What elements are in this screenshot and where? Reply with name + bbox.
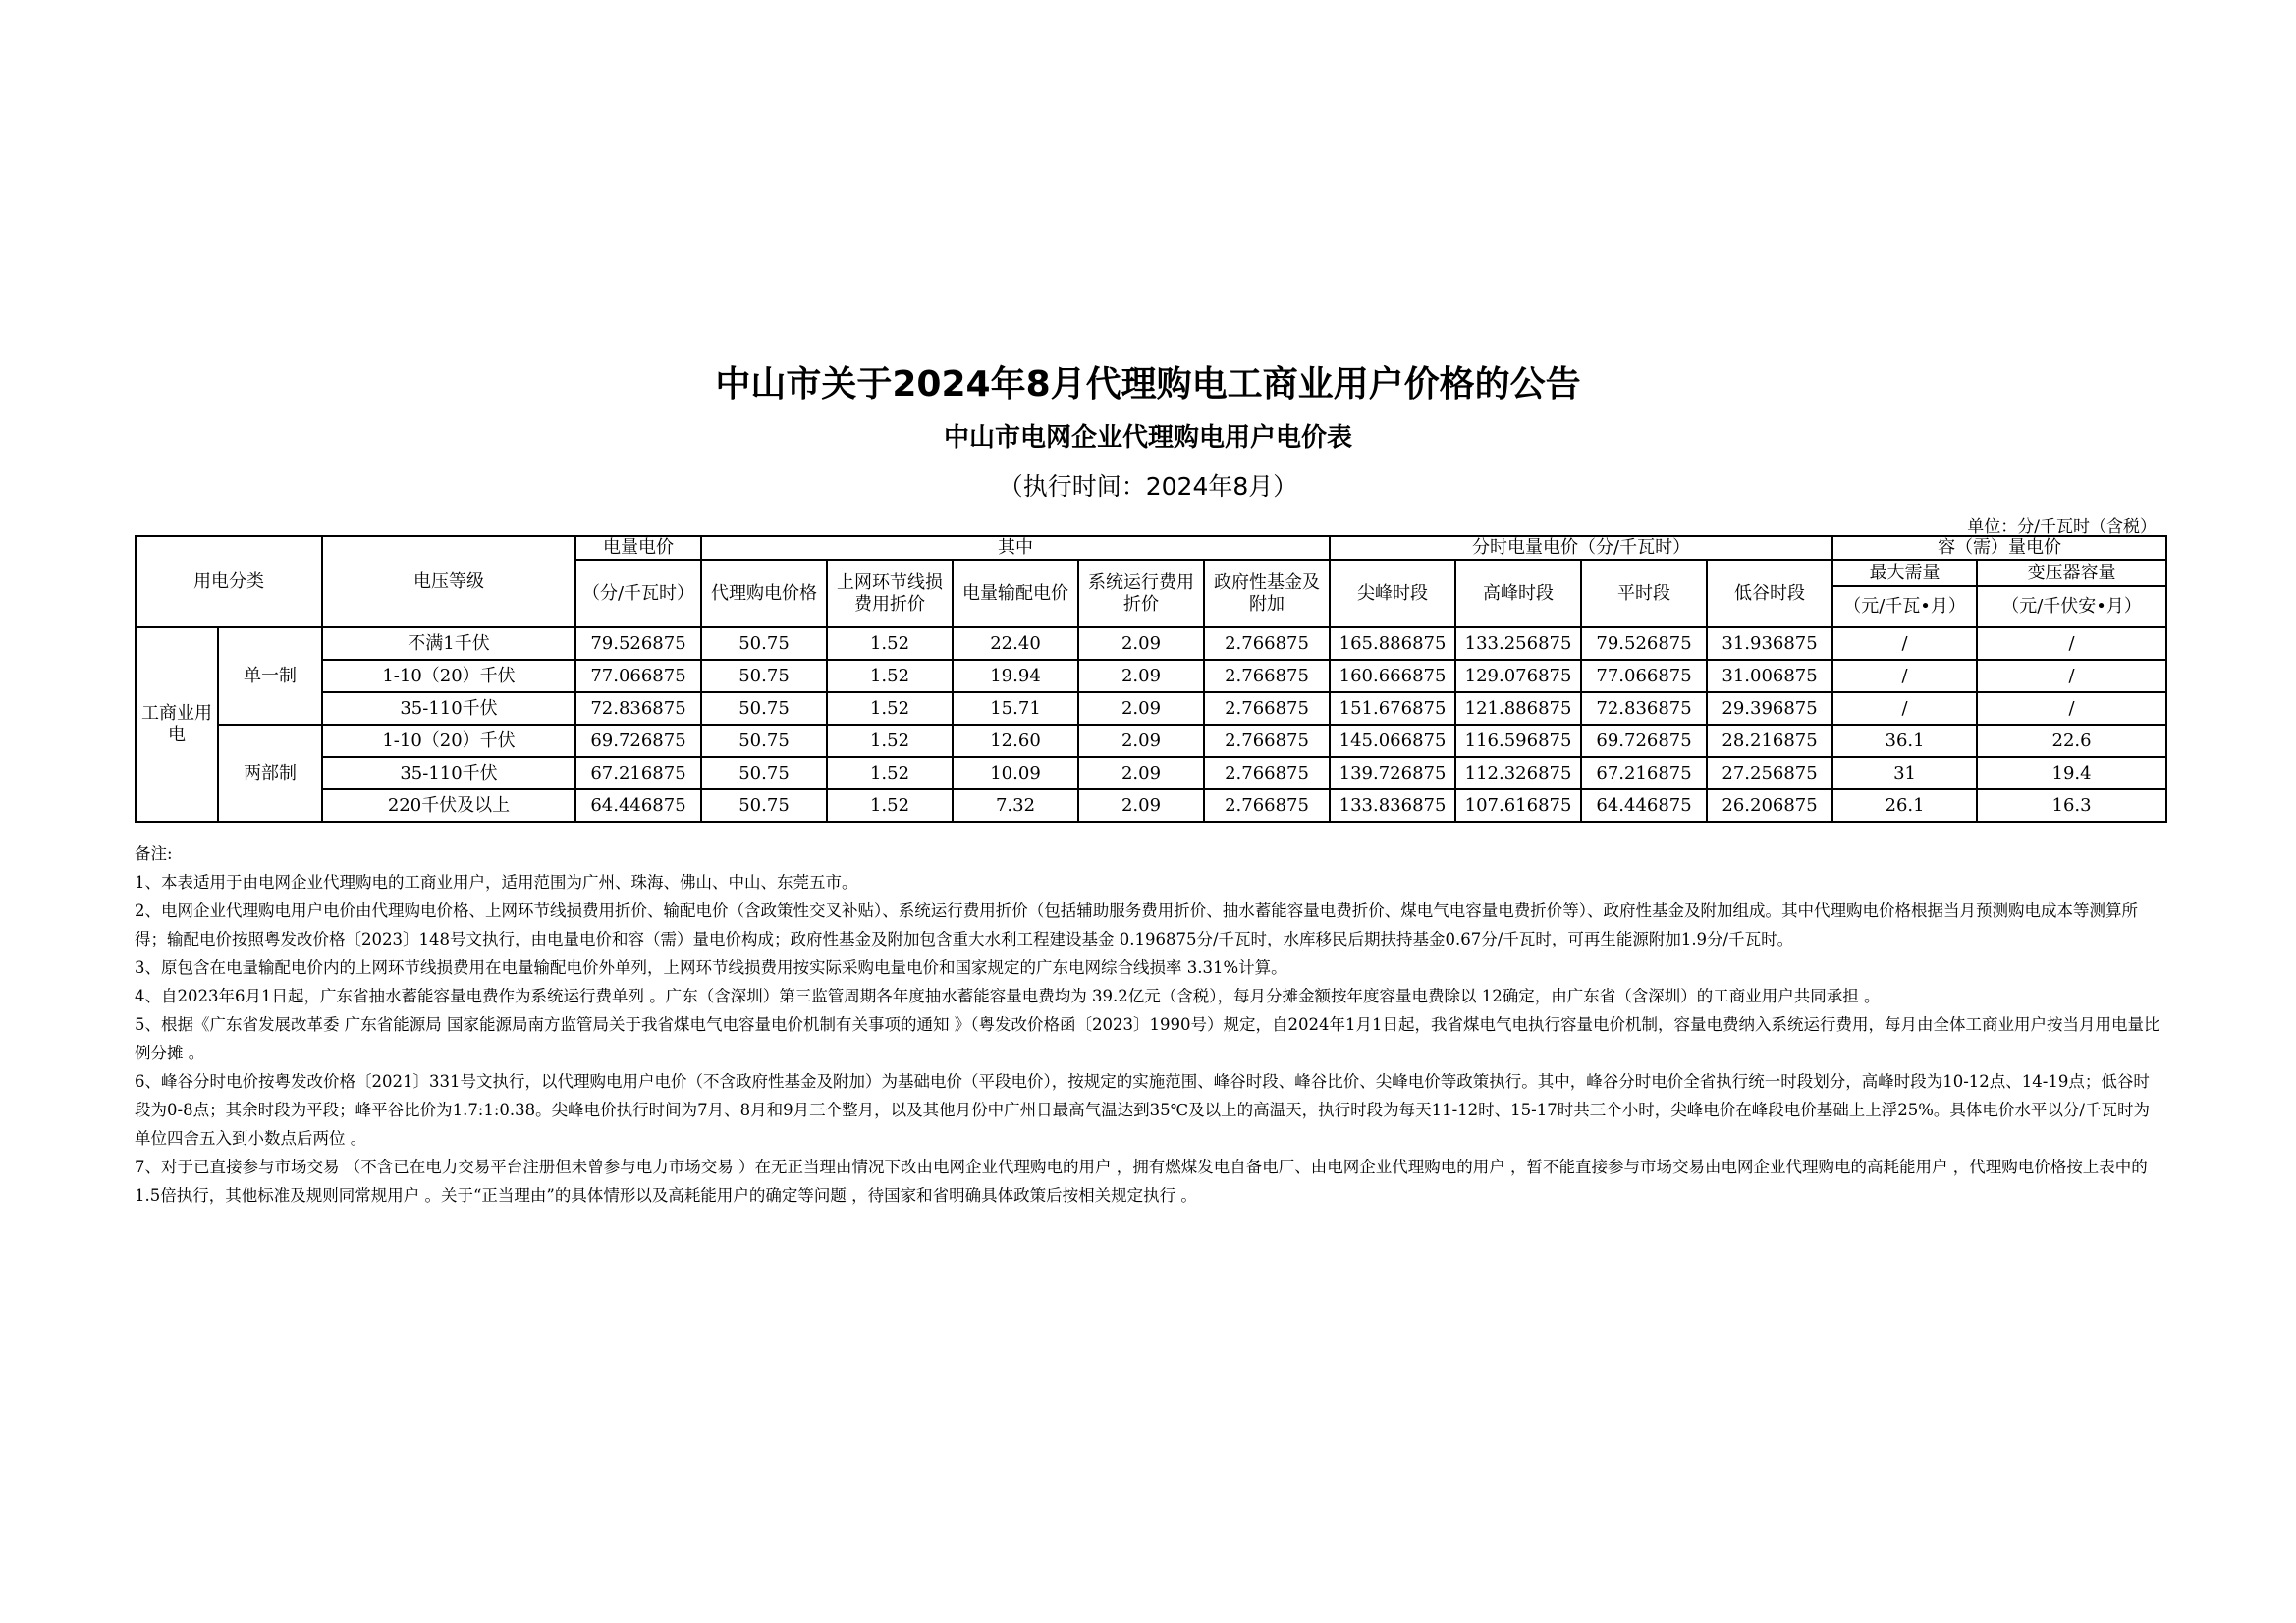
header-energy-unit: （分/千瓦时） (575, 560, 701, 627)
loss-cell: 1.52 (827, 757, 953, 789)
table-row (136, 627, 2166, 660)
peak-cell: 133.256875 (1455, 627, 1581, 660)
valley-cell: 29.396875 (1707, 692, 1832, 725)
gov-fund-cell: 2.766875 (1204, 725, 1330, 757)
agent-cell: 50.75 (701, 692, 827, 725)
peak-cell: 107.616875 (1455, 789, 1581, 822)
peak-sharp-cell: 145.066875 (1330, 725, 1455, 757)
transformer-cell: / (1977, 692, 2166, 725)
unit-label: 单位：分/千瓦时（含税） (1967, 517, 2157, 537)
header-peak: 高峰时段 (1455, 560, 1581, 627)
max-demand-cell: 26.1 (1832, 789, 1977, 822)
note-item-3: 3、原包含在电量输配电价内的上网环节线损费用在电量输配电价外单列，上网环节线损费用按实际采购电量电价和国家规定的广东电网综合线损率 3.31%计算。 (135, 958, 1287, 977)
single-part-cell: 单一制 (218, 627, 322, 725)
loss-cell: 1.52 (827, 627, 953, 660)
peak-sharp-cell: 165.886875 (1330, 627, 1455, 660)
note-item-2: 2、电网企业代理购电用户电价由代理购电价格、上网环节线损费用折价、输配电价（含政策性交叉补贴）、系统运行费用折价（包括辅助服务费用折价、抽水蓄能容量电费折价、煤电气电容量电费折价等）、政府性基金及附加组成。其中代理购电价格根据当月预测购电成本等测算所得；输配电价按照粤发改价格〔2023〕148号文执行，由电量电价和容（需）量电价构成；政府性基金及附加包含重大水利工程建设基金 0.196875分/千瓦时，水库移民后期扶持基金0.67分/千瓦时，可再生能源附加1.9分/千瓦时。 (135, 901, 2138, 948)
flat-cell: 72.836875 (1581, 692, 1707, 725)
header-flat: 平时段 (1581, 560, 1707, 627)
max-demand-cell: / (1832, 660, 1977, 692)
gov-fund-cell: 2.766875 (1204, 757, 1330, 789)
transformer-cell: 19.4 (1977, 757, 2166, 789)
gov-fund-cell: 2.766875 (1204, 627, 1330, 660)
valley-cell: 31.006875 (1707, 660, 1832, 692)
agent-cell: 50.75 (701, 627, 827, 660)
transformer-cell: / (1977, 660, 2166, 692)
system-cost-cell: 2.09 (1078, 757, 1204, 789)
max-demand-cell: 36.1 (1832, 725, 1977, 757)
table-row (136, 757, 2166, 789)
system-cost-cell: 2.09 (1078, 660, 1204, 692)
flat-cell: 69.726875 (1581, 725, 1707, 757)
transformer-cell: 16.3 (1977, 789, 2166, 822)
peak-sharp-cell: 133.836875 (1330, 789, 1455, 822)
transformer-cell: 22.6 (1977, 725, 2166, 757)
header-voltage: 电压等级 (322, 536, 575, 627)
voltage-cell: 1-10（20）千伏 (322, 660, 575, 692)
header-peak-sharp: 尖峰时段 (1330, 560, 1455, 627)
header-system-cost: 系统运行费用折价 (1078, 560, 1204, 627)
valley-cell: 26.206875 (1707, 789, 1832, 822)
price-table (135, 535, 2167, 823)
energy-cell: 64.446875 (575, 789, 701, 822)
agent-cell: 50.75 (701, 725, 827, 757)
voltage-cell: 220千伏及以上 (322, 789, 575, 822)
loss-cell: 1.52 (827, 789, 953, 822)
document-title: 中山市关于2024年8月代理购电工商业用户价格的公告 (715, 364, 1581, 405)
system-cost-cell: 2.09 (1078, 627, 1204, 660)
loss-cell: 1.52 (827, 725, 953, 757)
header-agent-price: 代理购电价格 (701, 560, 827, 627)
notes-section (135, 839, 2160, 1210)
header-loss-price: 上网环节线损费用折价 (827, 560, 953, 627)
gov-fund-cell: 2.766875 (1204, 789, 1330, 822)
loss-cell: 1.52 (827, 660, 953, 692)
system-cost-cell: 2.09 (1078, 692, 1204, 725)
note-item-4: 4、自2023年6月1日起，广东省抽水蓄能容量电费作为系统运行费单列 。广东（含深圳）第三监管周期各年度抽水蓄能容量电费均为 39.2亿元（含税），每月分摊金额按年度容量电费除以 12确定，由广东省（含深圳）的工商业用户共同承担 。 (135, 987, 1881, 1005)
header-transformer: 变压器容量 (1977, 560, 2166, 586)
header-capacity-group: 容（需）量电价 (1832, 536, 2166, 560)
gov-fund-cell: 2.766875 (1204, 692, 1330, 725)
agent-cell: 50.75 (701, 789, 827, 822)
header-transformer-unit: （元/千伏安•月） (1977, 586, 2166, 627)
transmission-cell: 12.60 (953, 725, 1078, 757)
energy-cell: 77.066875 (575, 660, 701, 692)
header-tou-group: 分时电量电价（分/千瓦时） (1330, 536, 1832, 560)
transmission-cell: 10.09 (953, 757, 1078, 789)
peak-sharp-cell: 160.666875 (1330, 660, 1455, 692)
table-row (136, 660, 2166, 692)
flat-cell: 79.526875 (1581, 627, 1707, 660)
header-max-demand: 最大需量 (1832, 560, 1977, 586)
transformer-cell: / (1977, 627, 2166, 660)
voltage-cell: 不满1千伏 (322, 627, 575, 660)
table-row (136, 725, 2166, 757)
agent-cell: 50.75 (701, 757, 827, 789)
note-item-1: 1、本表适用于由电网企业代理购电的工商业用户，适用范围为广州、珠海、佛山、中山、东莞五市。 (135, 873, 858, 892)
voltage-cell: 35-110千伏 (322, 757, 575, 789)
document-subtitle: 中山市电网企业代理购电用户电价表 (943, 423, 1352, 453)
header-max-demand-unit: （元/千瓦•月） (1832, 586, 1977, 627)
transmission-cell: 7.32 (953, 789, 1078, 822)
table-row (136, 692, 2166, 725)
peak-sharp-cell: 151.676875 (1330, 692, 1455, 725)
category-cell: 工商业用电 (136, 627, 218, 822)
peak-sharp-cell: 139.726875 (1330, 757, 1455, 789)
transmission-cell: 22.40 (953, 627, 1078, 660)
execution-time: （执行时间：2024年8月） (998, 472, 1298, 501)
note-item-5: 5、根据《广东省发展改革委 广东省能源局 国家能源局南方监管局关于我省煤电气电容量电价机制有关事项的通知 》（粤发改价格函〔2023〕1990号）规定，自2024年1月1日起，我省煤电气电执行容量电价机制，容量电费纳入系统运行费用，每月由全体工商业用户按当月用电量比例分摊 。 (135, 1015, 2160, 1062)
energy-cell: 67.216875 (575, 757, 701, 789)
system-cost-cell: 2.09 (1078, 789, 1204, 822)
note-item-7: 7、对于已直接参与市场交易 （不含已在电力交易平台注册但未曾参与电力市场交易 ）在无正当理由情况下改由电网企业代理购电的用户 ，拥有燃煤发电自备电厂、由电网企业代理购电的用户 ，暂不能直接参与市场交易由电网企业代理购电的高耗能用户 ，代理购电价格按上表中的1.5倍执行，其他标准及规则同常规用户 。关于“正当理由”的具体情形以及高耗能用户的确定等问题 ，待国家和省明确具体政策后按相关规定执行 。 (135, 1158, 2148, 1205)
gov-fund-cell: 2.766875 (1204, 660, 1330, 692)
peak-cell: 116.596875 (1455, 725, 1581, 757)
header-valley: 低谷时段 (1707, 560, 1832, 627)
flat-cell: 67.216875 (1581, 757, 1707, 789)
voltage-cell: 1-10（20）千伏 (322, 725, 575, 757)
header-category: 用电分类 (136, 536, 322, 627)
notes-label: 备注: (135, 844, 173, 863)
energy-cell: 72.836875 (575, 692, 701, 725)
max-demand-cell: / (1832, 692, 1977, 725)
valley-cell: 31.936875 (1707, 627, 1832, 660)
flat-cell: 77.066875 (1581, 660, 1707, 692)
peak-cell: 112.326875 (1455, 757, 1581, 789)
loss-cell: 1.52 (827, 692, 953, 725)
header-gov-fund: 政府性基金及附加 (1204, 560, 1330, 627)
note-item-6: 6、峰谷分时电价按粤发改价格〔2021〕331号文执行，以代理购电用户电价（不含政府性基金及附加）为基础电价（平段电价），按规定的实施范围、峰谷时段、峰谷比价、尖峰电价等政策执行。其中，峰谷分时电价全省执行统一时段划分，高峰时段为10-12点、14-19点；低谷时段为0-8点；其余时段为平段；峰平谷比价为1.7:1:0.38。尖峰电价执行时间为7月、8月和9月三个整月，以及其他月份中广州日最高气温达到35℃及以上的高温天，执行时段为每天11-12时、15-17时共三个小时，尖峰电价在峰段电价基础上上浮25%。具体电价水平以分/千瓦时为单位四舍五入到小数点后两位 。 (135, 1072, 2150, 1148)
transmission-cell: 19.94 (953, 660, 1078, 692)
peak-cell: 129.076875 (1455, 660, 1581, 692)
valley-cell: 27.256875 (1707, 757, 1832, 789)
two-part-cell: 两部制 (218, 725, 322, 822)
transmission-cell: 15.71 (953, 692, 1078, 725)
max-demand-cell: 31 (1832, 757, 1977, 789)
voltage-cell: 35-110千伏 (322, 692, 575, 725)
table-row (136, 789, 2166, 822)
max-demand-cell: / (1832, 627, 1977, 660)
flat-cell: 64.446875 (1581, 789, 1707, 822)
header-among: 其中 (701, 536, 1330, 560)
header-transmission: 电量输配电价 (953, 560, 1078, 627)
header-energy-price: 电量电价 (575, 536, 701, 560)
agent-cell: 50.75 (701, 660, 827, 692)
valley-cell: 28.216875 (1707, 725, 1832, 757)
system-cost-cell: 2.09 (1078, 725, 1204, 757)
peak-cell: 121.886875 (1455, 692, 1581, 725)
energy-cell: 79.526875 (575, 627, 701, 660)
energy-cell: 69.726875 (575, 725, 701, 757)
